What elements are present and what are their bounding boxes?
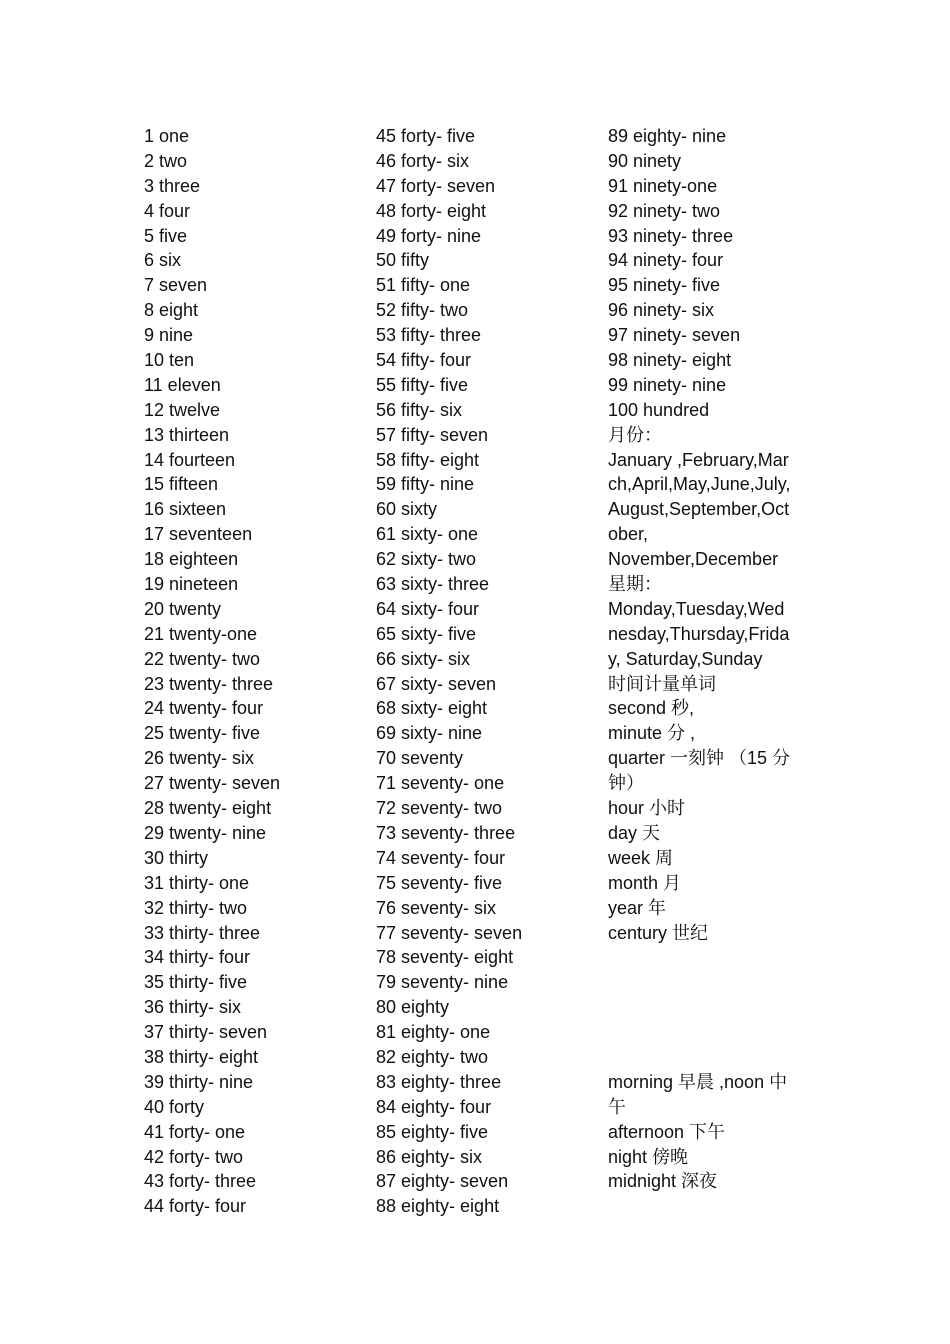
list-item: 29 twenty- nine [144,822,267,843]
list-item: 8 eight [144,300,199,321]
column-1 [144,124,364,1219]
list-item: afternoon 下午 [608,1121,726,1142]
list-item: 50 fifty [376,250,430,271]
list-item: 92 ninety- two [608,200,721,221]
list-item: 时间计量单词 [608,673,716,694]
list-item: 60 sixty [376,499,438,520]
list-item: 39 thirty- nine [144,1071,254,1092]
list-item: 38 thirty- eight [144,1046,259,1067]
list-item: 87 eighty- seven [376,1171,509,1192]
list-item: 19 nineteen [144,574,239,595]
list-item: 98 ninety- eight [608,350,732,371]
list-item: 41 forty- one [144,1121,246,1142]
list-item: 75 seventy- five [376,872,503,893]
list-item: midnight 深夜 [608,1171,718,1192]
list-item: November,December [608,549,779,570]
list-item: 24 twenty- four [144,698,264,719]
list-item: 65 sixty- five [376,623,477,644]
list-item: quarter 一刻钟 （15 分 [608,748,791,769]
list-item: 10 ten [144,350,195,371]
list-item: 36 thirty- six [144,997,242,1018]
list-item: 12 twelve [144,399,221,420]
column-3 [608,124,818,1194]
list-item: 84 eighty- four [376,1096,492,1117]
list-item: ch,April,May,June,July, [608,474,791,495]
list-item: 76 seventy- six [376,897,497,918]
list-item: year 年 [608,897,667,918]
list-item: 3 three [144,175,201,196]
list-item: 80 eighty [376,997,450,1018]
list-item: 63 sixty- three [376,574,490,595]
list-item: 17 seventeen [144,524,253,545]
list-item: 13 thirteen [144,424,230,445]
list-item: 28 twenty- eight [144,798,272,819]
list-item: 67 sixty- seven [376,673,497,694]
list-item: August,September,Oct [608,499,790,520]
list-item: 99 ninety- nine [608,374,727,395]
list-item: 66 sixty- six [376,648,471,669]
column-2 [376,124,596,1219]
list-item: day 天 [608,822,661,843]
list-item: 35 thirty- five [144,972,248,993]
list-item: 9 nine [144,325,194,346]
list-item: 14 fourteen [144,449,236,470]
list-item: 4 four [144,200,191,221]
list-item: week 周 [608,847,674,868]
list-item: 40 forty [144,1096,205,1117]
list-item: 33 thirty- three [144,922,261,943]
list-item: 73 seventy- three [376,822,516,843]
list-item: 午 [608,1096,626,1117]
list-item: 32 thirty- two [144,897,248,918]
list-item: 37 thirty- seven [144,1022,268,1043]
list-item: hour 小时 [608,798,686,819]
list-item: 51 fifty- one [376,275,471,296]
list-item: nesday,Thursday,Frida [608,623,790,644]
list-item: 72 seventy- two [376,798,503,819]
list-item: 81 eighty- one [376,1022,491,1043]
list-item: 5 five [144,225,188,246]
list-item: 69 sixty- nine [376,723,483,744]
list-item: 52 fifty- two [376,300,469,321]
list-item: y, Saturday,Sunday [608,648,763,669]
list-item: 18 eighteen [144,549,239,570]
list-item: 64 sixty- four [376,598,480,619]
list-item: 25 twenty- five [144,723,261,744]
list-item: 97 ninety- seven [608,325,741,346]
list-item: 43 forty- three [144,1171,257,1192]
list-item: 31 thirty- one [144,872,250,893]
list-item: 7 seven [144,275,208,296]
list-item: 6 six [144,250,182,271]
list-item: January ,February,Mar [608,449,789,470]
list-item: 钟） [608,773,644,794]
list-item: 30 thirty [144,847,209,868]
list-item: 94 ninety- four [608,250,724,271]
list-item: 49 forty- nine [376,225,482,246]
list-item: month 月 [608,872,682,893]
list-item: 95 ninety- five [608,275,721,296]
list-item: 58 fifty- eight [376,449,480,470]
list-item: 78 seventy- eight [376,947,514,968]
list-item: 79 seventy- nine [376,972,509,993]
column-3-vocabulary [608,124,818,945]
list-item: century 世纪 [608,922,709,943]
list-item: 星期： [608,574,662,595]
list-item: 16 sixteen [144,499,227,520]
list-item: 44 forty- four [144,1196,247,1217]
list-item: 53 fifty- three [376,325,482,346]
list-item: 54 fifty- four [376,350,472,371]
list-item: 91 ninety-one [608,175,718,196]
list-item: 22 twenty- two [144,648,261,669]
list-item: 61 sixty- one [376,524,479,545]
list-item: 21 twenty-one [144,623,258,644]
list-item: 88 eighty- eight [376,1196,500,1217]
spacer [608,945,818,1070]
list-item: 2 two [144,150,188,171]
list-item: 82 eighty- two [376,1046,489,1067]
list-item: 45 forty- five [376,126,476,146]
list-item: 48 forty- eight [376,200,487,221]
list-item: 70 seventy [376,748,464,769]
list-item: 93 ninety- three [608,225,734,246]
list-item: minute 分 , [608,723,696,744]
list-item: second 秒, [608,698,695,719]
list-item: 59 fifty- nine [376,474,475,495]
list-item: 55 fifty- five [376,374,469,395]
list-item: morning 早晨 ,noon 中 [608,1071,788,1092]
list-item: Monday,Tuesday,Wed [608,598,785,619]
list-item: 34 thirty- four [144,947,251,968]
list-item: 1 one [144,126,190,146]
list-item: 42 forty- two [144,1146,244,1167]
list-item: 15 fifteen [144,474,219,495]
list-item: 85 eighty- five [376,1121,489,1142]
list-item: 89 eighty- nine [608,126,727,146]
list-item: 77 seventy- seven [376,922,523,943]
list-item: 83 eighty- three [376,1071,502,1092]
list-item: 100 hundred [608,399,710,420]
list-item: 20 twenty [144,598,222,619]
list-item: 26 twenty- six [144,748,255,769]
list-item: 96 ninety- six [608,300,715,321]
list-item: ober, [608,524,649,545]
list-item: 56 fifty- six [376,399,463,420]
list-item: 68 sixty- eight [376,698,488,719]
column-3-times-of-day [608,1070,818,1194]
list-item: 57 fifty- seven [376,424,489,445]
list-item: 71 seventy- one [376,773,505,794]
list-item: night 傍晚 [608,1146,689,1167]
list-item: 90 ninety [608,150,682,171]
list-item: 46 forty- six [376,150,470,171]
list-item: 23 twenty- three [144,673,274,694]
list-item: 62 sixty- two [376,549,477,570]
list-item: 月份： [608,424,662,445]
list-item: 86 eighty- six [376,1146,483,1167]
list-item: 27 twenty- seven [144,773,281,794]
list-item: 74 seventy- four [376,847,506,868]
list-item: 11 eleven [144,374,221,395]
list-item: 47 forty- seven [376,175,496,196]
